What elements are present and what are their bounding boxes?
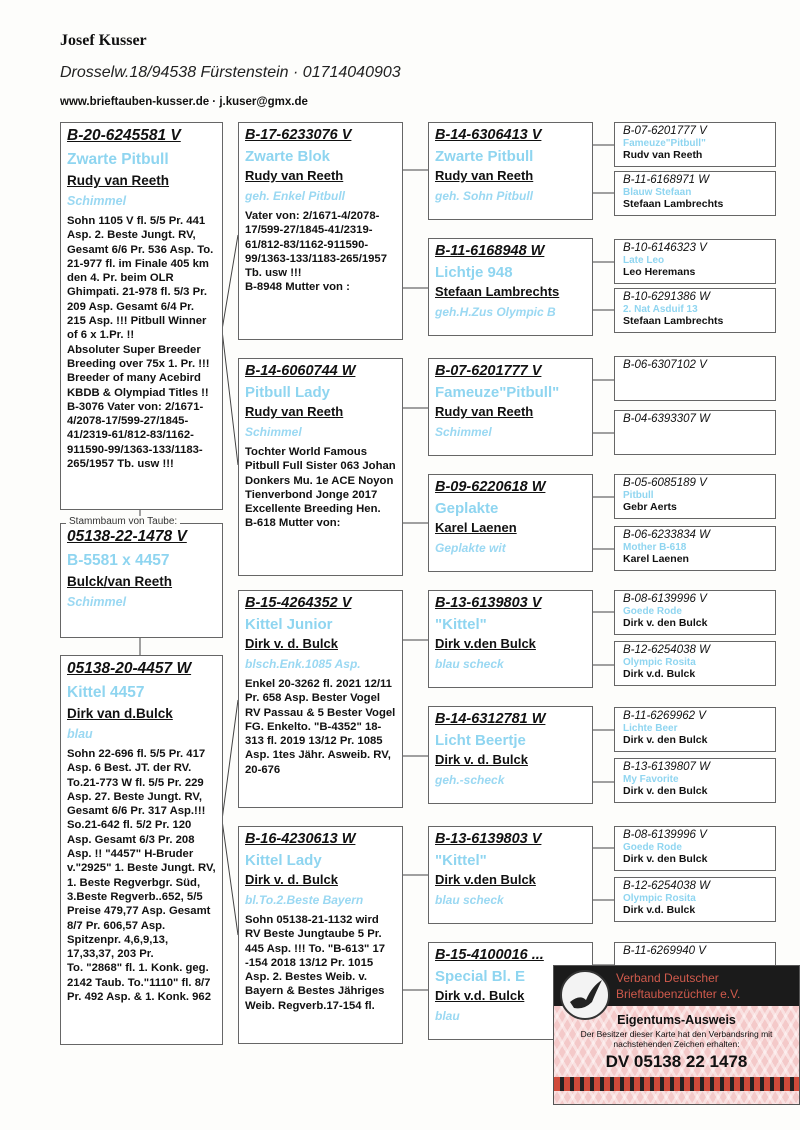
- breeder: Dirk v.den Bulck: [435, 636, 536, 651]
- color-remark: Schimmel: [435, 425, 492, 439]
- ring-number: B-11-6168971 W: [623, 174, 710, 186]
- breeder: Karel Laenen: [623, 553, 689, 565]
- ancestor-box: [614, 410, 776, 455]
- pigeon-name: Pitbull: [623, 490, 654, 501]
- ring-number: B-12-6254038 W: [623, 644, 710, 656]
- pigeon-name: Licht Beertje: [435, 732, 526, 749]
- great-grandparent-box: [428, 706, 593, 804]
- color-remark: geh. Sohn Pitbull: [435, 189, 533, 203]
- breeder: Rudy van Reeth: [435, 404, 534, 419]
- pigeon-name: Olympic Rosita: [623, 657, 696, 668]
- color-remark: bl.To.2.Beste Bayern: [245, 893, 364, 907]
- ancestor-box: [614, 826, 776, 871]
- ring-number: 05138-20-4457 W: [67, 660, 192, 677]
- pigeon-name: Zwarte Blok: [245, 148, 331, 165]
- breeder: Dirk v. d. Bulck: [435, 752, 528, 767]
- ring-number: B-17-6233076 V: [245, 127, 352, 143]
- color-remark: geh.H.Zus Olympic B: [435, 305, 556, 319]
- pigeon-name: B-5581 x 4457: [67, 552, 170, 569]
- breeder: Leo Heremans: [623, 266, 696, 278]
- ring-number: B-13-6139803 V: [435, 595, 542, 611]
- pigeon-name: Fameuze"Pitbull": [623, 138, 706, 149]
- great-grandparent-box: [428, 358, 593, 456]
- breeder: Rudy van Reeth: [245, 404, 344, 419]
- ring-number: B-07-6201777 V: [435, 363, 542, 379]
- ring-number: B-15-4100016 ...: [435, 947, 544, 963]
- color-remark: Schimmel: [67, 194, 127, 208]
- ring-number: B-07-6201777 V: [623, 125, 707, 137]
- pigeon-name: Pitbull Lady: [245, 384, 331, 401]
- pedigree-of-label: Stammbaum von Taube:: [66, 516, 180, 527]
- color-remark: blau: [435, 1009, 460, 1023]
- ancestor-box: [614, 171, 776, 216]
- breeder: Dirk v. den Bulck: [623, 785, 708, 797]
- ring-number: B-10-6291386 W: [623, 291, 710, 303]
- ring-number: B-08-6139996 V: [623, 593, 707, 605]
- color-remark: Schimmel: [67, 595, 127, 609]
- breeder: Rudy van Reeth: [67, 173, 170, 188]
- breeder-contact: www.brieftauben-kusser.de · j.kuser@gmx.de: [60, 96, 308, 108]
- breeder: Karel Laenen: [435, 520, 517, 535]
- breeder: Gebr Aerts: [623, 501, 677, 513]
- ring-number: B-14-6306413 V: [435, 127, 542, 143]
- ring-number: B-11-6269940 V: [623, 945, 706, 957]
- ancestor-box: [614, 288, 776, 333]
- pigeon-name: Zwarte Pitbull: [67, 151, 169, 168]
- ancestor-box: [614, 239, 776, 284]
- ring-number: B-06-6233834 W: [623, 529, 710, 541]
- great-grandparent-box: [428, 122, 593, 220]
- card-org-line2: Brieftaubenzüchter e.V.: [616, 987, 741, 1001]
- ancestor-box: [614, 590, 776, 635]
- ancestor-box: [614, 122, 776, 167]
- pigeon-name: Goede Rode: [623, 606, 682, 617]
- performance-notes: Sohn 1105 V fl. 5/5 Pr. 441 Asp. 2. Beste Jungt. RV, Gesamt 6/6 Pr. 536 Asp. To. 21-977 fl. im Finale 405 km den 4. Pr. beim OLR Ghimpati. 21-978 fl. 5/3 Pr. 209 Asp. Gesamt 6/4 Pr. 215 Asp. !!! Pitbull Winner of 6 x 1.Pr. !! Absoluter Super Breeder Breeding over 75x 1. Pr. !!! Breeder of many Acebird KBDB & Olympiad Titles !! B-3076 Vater von: 2/1671-4/2078-17/599-27/1845-41/2319-61/812-83/1162-911590-99/1363-133/1183-265/1957 Tb. usw !!!: [67, 215, 214, 471]
- breeder: Stefaan Lambrechts: [435, 284, 560, 299]
- pigeon-name: Lichte Beer: [623, 723, 678, 734]
- breeder: Rudv van Reeth: [623, 149, 703, 161]
- grandparent-box: [238, 358, 403, 576]
- ring-number: B-11-6168948 W: [435, 243, 545, 259]
- breeder-name: Josef Kusser: [60, 32, 147, 49]
- pigeon-name: "Kittel": [435, 616, 487, 633]
- breeder: Dirk van d.Bulck: [67, 706, 173, 721]
- card-org-line1: Verband Deutscher: [616, 971, 719, 985]
- breeder: Dirk v. den Bulck: [623, 734, 708, 746]
- ancestor-box: [614, 641, 776, 686]
- pigeon-name: Kittel Lady: [245, 852, 322, 869]
- performance-notes: Enkel 20-3262 fl. 2021 12/11 Pr. 658 Asp. Bester Vogel RV Passau & 5 Bester Vogel FG. Enkelto. "B-4352" 18-313 fl. 2019 13/12 Pr. 1085 Asp. 1tes Jähr. Asweib. RV, 20-676: [245, 678, 396, 776]
- ancestor-box: [614, 526, 776, 571]
- breeder: Dirk v. d. Bulck: [245, 636, 338, 651]
- color-remark: Geplakte wit: [435, 541, 506, 555]
- pigeon-name: Late Leo: [623, 255, 665, 266]
- ring-number: 05138-22-1478 V: [67, 528, 187, 545]
- performance-notes: Vater von: 2/1671-4/2078-17/599-27/1845-41/2319-61/812-83/1162-911590-99/1363-133/1183-265/1957 Tb. usw !!! B-8948 Mutter von :: [245, 210, 387, 294]
- breeder: Dirk v.d. Bulck: [623, 904, 696, 916]
- ring-number: B-14-6060744 W: [245, 363, 356, 379]
- ring-number: B-13-6139803 V: [435, 831, 542, 847]
- color-remark: blau: [67, 727, 93, 741]
- ring-number: B-05-6085189 V: [623, 477, 707, 489]
- pigeon-name: Blauw Stefaan: [623, 187, 692, 198]
- breeder: Dirk v.den Bulck: [435, 872, 536, 887]
- ring-number: B-15-4264352 V: [245, 595, 352, 611]
- pigeon-name: Fameuze"Pitbull": [435, 384, 560, 401]
- performance-notes: Tochter World Famous Pitbull Full Sister 063 Johan Donkers Mu. 1e ACE Noyon Tienverbond Jonge 2017 Excellente Breeding Hen. B-618 Mutter von:: [245, 446, 396, 530]
- breeder: Rudy van Reeth: [435, 168, 534, 183]
- card-text: Der Besitzer dieser Karte hat den Verbandsring mit nachstehenden Zeichen erhalten:: [580, 1029, 773, 1049]
- card-ring-number: DV 05138 22 1478: [605, 1052, 748, 1071]
- color-remark: geh. Enkel Pitbull: [245, 189, 346, 203]
- color-remark: blau scheck: [435, 657, 504, 671]
- ownership-card: [553, 965, 800, 1105]
- mother-box: [60, 655, 223, 1045]
- pigeon-name: Geplakte: [435, 500, 499, 517]
- great-grandparent-box: [428, 238, 593, 336]
- ring-number: B-06-6307102 V: [623, 359, 707, 371]
- color-remark: geh.-scheck: [435, 773, 505, 787]
- grandparent-box: [238, 826, 403, 1044]
- pigeon-name: "Kittel": [435, 852, 487, 869]
- pigeon-name: Kittel 4457: [67, 684, 145, 701]
- pigeon-name: Kittel Junior: [245, 616, 333, 633]
- pigeon-name: Zwarte Pitbull: [435, 148, 534, 165]
- great-grandparent-box: [428, 474, 593, 572]
- card-organization: [616, 970, 740, 1002]
- breeder: Dirk v.d. Bulck: [623, 668, 696, 680]
- great-grandparent-box: [428, 590, 593, 688]
- card-title: Eigentums-Ausweis: [617, 1013, 736, 1027]
- grandparent-box: [238, 590, 403, 808]
- ancestor-box: [614, 877, 776, 922]
- breeder: Dirk v.d. Bulck: [435, 988, 525, 1003]
- grandparent-box: [238, 122, 403, 340]
- pigeon-name: Mother B-618: [623, 542, 687, 553]
- breeder: Stefaan Lambrechts: [623, 198, 724, 210]
- ring-number: B-20-6245581 V: [67, 127, 181, 144]
- card-decor-band: [554, 1077, 799, 1091]
- ancestor-box: [614, 474, 776, 519]
- ring-number: B-11-6269962 V: [623, 710, 706, 722]
- ring-number: B-16-4230613 W: [245, 831, 356, 847]
- pigeon-name: Goede Rode: [623, 842, 682, 853]
- subject-box: [60, 523, 223, 638]
- breeder-address: Drosselw.18/94538 Fürstenstein · 01714040903: [60, 64, 401, 81]
- breeder: Dirk v. den Bulck: [623, 853, 708, 865]
- father-box: [60, 122, 223, 510]
- breeder: Dirk v. den Bulck: [623, 617, 708, 629]
- breeder: Dirk v. d. Bulck: [245, 872, 338, 887]
- color-remark: blau scheck: [435, 893, 504, 907]
- breeder: Bulck/van Reeth: [67, 574, 173, 589]
- breeder: Stefaan Lambrechts: [623, 315, 724, 327]
- performance-notes: Sohn 05138-21-1132 wird RV Beste Jungtaube 5 Pr. 445 Asp. !!! To. "B-613" 17 -154 2018 13/12 Pr. 1015 Asp. 2. Bestes Weib. v. Bayern & Bestes Jähriges Weib. Regverb.17-154 fl.: [245, 914, 386, 1012]
- ring-number: B-04-6393307 W: [623, 413, 710, 425]
- ring-number: B-13-6139807 W: [623, 761, 710, 773]
- ring-number: B-12-6254038 W: [623, 880, 710, 892]
- pigeon-name: My Favorite: [623, 774, 679, 785]
- color-remark: blsch.Enk.1085 Asp.: [245, 657, 361, 671]
- ring-number: B-08-6139996 V: [623, 829, 707, 841]
- performance-notes: Sohn 22-696 fl. 5/5 Pr. 417 Asp. 6 Best. JT. der RV. To.21-773 W fl. 5/5 Pr. 229 Asp. 27. Beste Jungt. RV, Gesamt 6/6 Pr. 317 Asp.!!! So.21-642 fl. 5/2 Pr. 120 Asp. Gesamt 6/3 Pr. 208 Asp. !! "4457" H-Bruder v."2925" 1. Beste Jungt. RV, 1. Beste Regverbgr. Süd, 3.Beste Regverb..652, 5/5 Preise 479,77 Asp. Gesamt 8/7 Pr. 606,57 Asp. Spitzenpr. 4,6,9,13, 17,33,37, 203 Pr. To. "2868" fl. 1. Konk. geg. 2142 Taub. To."1110" fl. 8/7 Pr. 492 Asp. & 1. Konk. 962: [67, 748, 216, 1004]
- pigeon-name: 2. Nat Asduif 13: [623, 304, 698, 315]
- breeder: Rudy van Reeth: [245, 168, 344, 183]
- ring-number: B-14-6312781 W: [435, 711, 546, 727]
- ancestor-box: [614, 356, 776, 401]
- color-remark: Schimmel: [245, 425, 302, 439]
- pigeon-name: Special Bl. E: [435, 968, 526, 985]
- ring-number: B-09-6220618 W: [435, 479, 546, 495]
- ancestor-box: [614, 707, 776, 752]
- ancestor-box: [614, 758, 776, 803]
- pigeon-name: Olympic Rosita: [623, 893, 696, 904]
- ring-number: B-10-6146323 V: [623, 242, 707, 254]
- pigeon-name: Lichtje 948: [435, 264, 513, 281]
- great-grandparent-box: [428, 826, 593, 924]
